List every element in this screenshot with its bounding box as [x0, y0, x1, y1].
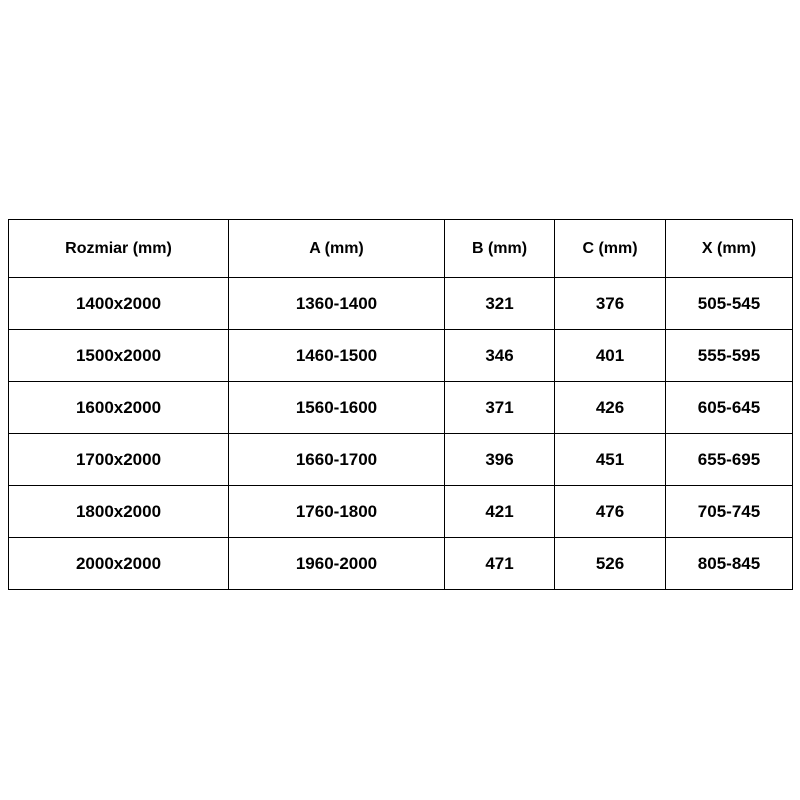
cell-b: 471	[445, 538, 555, 590]
cell-rozmiar: 2000x2000	[9, 538, 229, 590]
cell-b: 396	[445, 434, 555, 486]
table-row	[9, 382, 793, 434]
column-header-x: X (mm)	[666, 220, 793, 278]
cell-x: 805-845	[666, 538, 793, 590]
cell-x: 655-695	[666, 434, 793, 486]
table-row	[9, 330, 793, 382]
cell-rozmiar: 1800x2000	[9, 486, 229, 538]
cell-rozmiar: 1400x2000	[9, 278, 229, 330]
cell-x: 555-595	[666, 330, 793, 382]
cell-x: 505-545	[666, 278, 793, 330]
column-header-c: C (mm)	[555, 220, 666, 278]
cell-b: 421	[445, 486, 555, 538]
cell-rozmiar: 1600x2000	[9, 382, 229, 434]
cell-b: 321	[445, 278, 555, 330]
cell-b: 346	[445, 330, 555, 382]
size-table-container	[8, 219, 792, 590]
column-header-a: A (mm)	[229, 220, 445, 278]
column-header-rozmiar: Rozmiar (mm)	[9, 220, 229, 278]
cell-a: 1660-1700	[229, 434, 445, 486]
cell-a: 1460-1500	[229, 330, 445, 382]
cell-rozmiar: 1700x2000	[9, 434, 229, 486]
table-header-row	[9, 220, 793, 278]
table-row	[9, 486, 793, 538]
cell-x: 705-745	[666, 486, 793, 538]
cell-a: 1560-1600	[229, 382, 445, 434]
cell-c: 451	[555, 434, 666, 486]
cell-c: 426	[555, 382, 666, 434]
cell-rozmiar: 1500x2000	[9, 330, 229, 382]
cell-c: 526	[555, 538, 666, 590]
table-row	[9, 278, 793, 330]
cell-a: 1760-1800	[229, 486, 445, 538]
cell-a: 1960-2000	[229, 538, 445, 590]
column-header-b: B (mm)	[445, 220, 555, 278]
cell-c: 476	[555, 486, 666, 538]
table-row	[9, 538, 793, 590]
cell-c: 401	[555, 330, 666, 382]
table-row	[9, 434, 793, 486]
cell-b: 371	[445, 382, 555, 434]
cell-x: 605-645	[666, 382, 793, 434]
size-table	[8, 219, 793, 590]
cell-a: 1360-1400	[229, 278, 445, 330]
cell-c: 376	[555, 278, 666, 330]
